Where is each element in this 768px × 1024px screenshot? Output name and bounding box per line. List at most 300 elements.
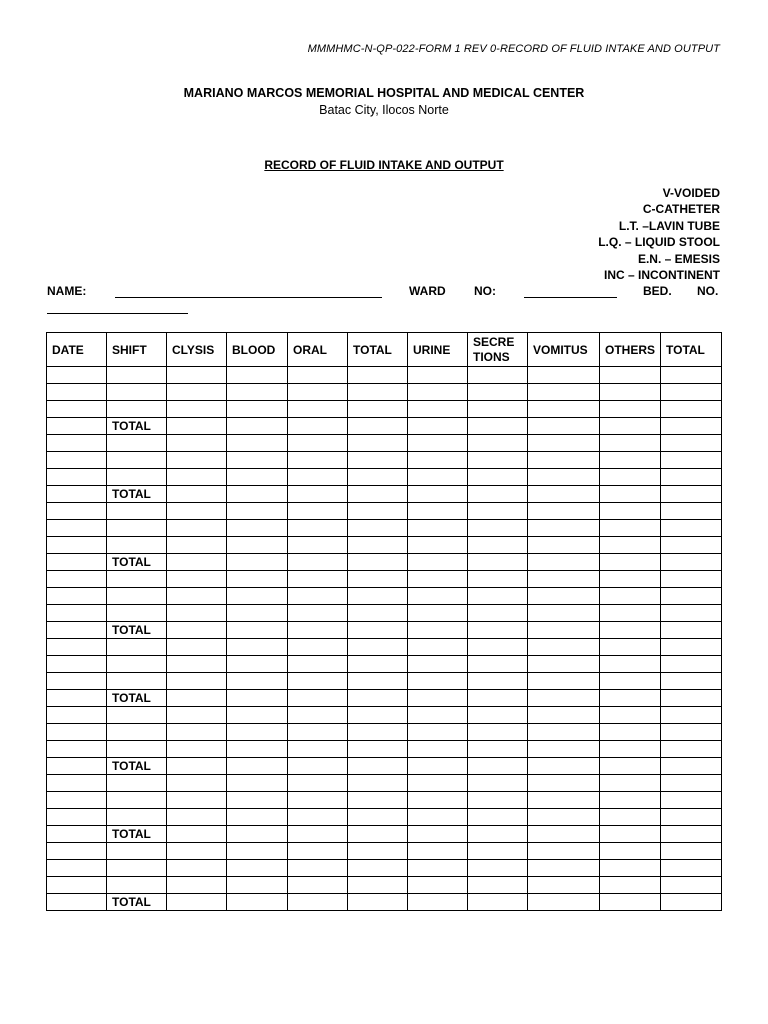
table-cell[interactable] — [528, 741, 600, 758]
table-cell[interactable] — [468, 639, 528, 656]
table-cell[interactable] — [348, 792, 408, 809]
table-cell[interactable] — [528, 588, 600, 605]
table-cell[interactable] — [600, 877, 661, 894]
table-cell[interactable] — [600, 571, 661, 588]
table-cell[interactable] — [661, 673, 722, 690]
table-cell[interactable] — [600, 384, 661, 401]
table-cell[interactable] — [107, 435, 167, 452]
table-cell[interactable] — [227, 469, 288, 486]
table-cell[interactable] — [600, 741, 661, 758]
table-cell[interactable] — [288, 673, 348, 690]
table-cell[interactable] — [468, 690, 528, 707]
table-cell[interactable] — [600, 860, 661, 877]
table-cell[interactable] — [468, 826, 528, 843]
table-cell[interactable] — [528, 758, 600, 775]
table-cell[interactable] — [47, 401, 107, 418]
table-cell[interactable] — [348, 707, 408, 724]
table-cell[interactable] — [107, 656, 167, 673]
table-cell[interactable] — [528, 367, 600, 384]
table-cell[interactable] — [107, 469, 167, 486]
table-cell[interactable] — [661, 775, 722, 792]
table-cell[interactable] — [408, 486, 468, 503]
name-field[interactable] — [115, 297, 382, 298]
table-cell[interactable] — [47, 486, 107, 503]
table-cell[interactable] — [47, 826, 107, 843]
table-cell[interactable] — [600, 690, 661, 707]
table-cell[interactable] — [528, 622, 600, 639]
table-cell[interactable] — [661, 486, 722, 503]
table-cell[interactable] — [600, 707, 661, 724]
table-cell[interactable] — [528, 707, 600, 724]
table-cell[interactable] — [661, 520, 722, 537]
table-cell[interactable] — [288, 826, 348, 843]
table-cell[interactable] — [348, 520, 408, 537]
table-cell[interactable] — [408, 877, 468, 894]
table-cell[interactable] — [288, 792, 348, 809]
table-cell[interactable] — [47, 605, 107, 622]
table-cell[interactable] — [348, 435, 408, 452]
table-cell[interactable] — [600, 673, 661, 690]
table-cell[interactable] — [227, 503, 288, 520]
table-cell[interactable] — [47, 843, 107, 860]
table-cell[interactable] — [468, 571, 528, 588]
table-cell[interactable] — [288, 469, 348, 486]
table-cell[interactable] — [47, 367, 107, 384]
table-cell[interactable] — [47, 537, 107, 554]
table-cell[interactable] — [468, 503, 528, 520]
table-cell[interactable] — [288, 690, 348, 707]
table-cell[interactable] — [288, 809, 348, 826]
table-cell[interactable] — [408, 860, 468, 877]
table-cell[interactable] — [288, 384, 348, 401]
table-cell[interactable] — [661, 707, 722, 724]
table-cell[interactable] — [600, 622, 661, 639]
table-cell[interactable] — [167, 826, 227, 843]
table-cell[interactable] — [47, 656, 107, 673]
table-cell[interactable] — [528, 520, 600, 537]
table-cell[interactable] — [348, 775, 408, 792]
table-cell[interactable] — [528, 877, 600, 894]
table-cell[interactable] — [600, 418, 661, 435]
table-cell[interactable] — [167, 707, 227, 724]
table-cell[interactable] — [227, 605, 288, 622]
table-cell[interactable] — [528, 809, 600, 826]
table-cell[interactable] — [408, 452, 468, 469]
table-cell[interactable] — [227, 894, 288, 911]
table-cell[interactable] — [227, 537, 288, 554]
table-cell[interactable] — [468, 741, 528, 758]
table-cell[interactable] — [47, 758, 107, 775]
table-cell[interactable] — [600, 554, 661, 571]
table-cell[interactable] — [227, 418, 288, 435]
table-cell[interactable] — [288, 452, 348, 469]
table-cell[interactable] — [468, 894, 528, 911]
table-cell[interactable] — [167, 741, 227, 758]
table-cell[interactable] — [528, 792, 600, 809]
table-cell[interactable] — [167, 690, 227, 707]
table-cell[interactable] — [348, 452, 408, 469]
table-cell[interactable] — [468, 605, 528, 622]
table-cell[interactable] — [348, 690, 408, 707]
table-cell[interactable] — [288, 843, 348, 860]
table-cell[interactable] — [661, 588, 722, 605]
table-cell[interactable] — [468, 401, 528, 418]
table-cell[interactable] — [227, 401, 288, 418]
table-cell[interactable] — [288, 775, 348, 792]
table-cell[interactable] — [661, 469, 722, 486]
table-cell[interactable] — [348, 503, 408, 520]
table-cell[interactable] — [107, 452, 167, 469]
table-cell[interactable] — [288, 418, 348, 435]
table-cell[interactable] — [167, 673, 227, 690]
table-cell[interactable] — [348, 418, 408, 435]
table-cell[interactable] — [107, 741, 167, 758]
table-cell[interactable] — [167, 384, 227, 401]
table-cell[interactable] — [348, 809, 408, 826]
table-cell[interactable] — [227, 367, 288, 384]
table-cell[interactable] — [167, 452, 227, 469]
table-cell[interactable] — [408, 622, 468, 639]
table-cell[interactable] — [468, 384, 528, 401]
table-cell[interactable] — [408, 809, 468, 826]
table-cell[interactable] — [661, 809, 722, 826]
table-cell[interactable] — [227, 656, 288, 673]
table-cell[interactable] — [661, 367, 722, 384]
table-cell[interactable] — [107, 367, 167, 384]
table-cell[interactable] — [348, 860, 408, 877]
table-cell[interactable] — [408, 571, 468, 588]
table-cell[interactable] — [661, 537, 722, 554]
table-cell[interactable] — [288, 877, 348, 894]
bed-no-field[interactable] — [47, 313, 188, 314]
table-cell[interactable] — [408, 707, 468, 724]
table-cell[interactable] — [661, 571, 722, 588]
table-cell[interactable] — [227, 673, 288, 690]
table-cell[interactable] — [348, 605, 408, 622]
table-cell[interactable] — [167, 622, 227, 639]
table-cell[interactable] — [47, 384, 107, 401]
table-cell[interactable] — [408, 775, 468, 792]
table-cell[interactable] — [227, 452, 288, 469]
table-cell[interactable] — [408, 401, 468, 418]
table-cell[interactable] — [227, 690, 288, 707]
table-cell[interactable] — [600, 452, 661, 469]
table-cell[interactable] — [408, 724, 468, 741]
table-cell[interactable] — [167, 775, 227, 792]
table-cell[interactable] — [661, 758, 722, 775]
table-cell[interactable] — [47, 707, 107, 724]
table-cell[interactable] — [107, 809, 167, 826]
table-cell[interactable] — [408, 520, 468, 537]
table-cell[interactable] — [227, 588, 288, 605]
table-cell[interactable] — [468, 537, 528, 554]
table-cell[interactable] — [227, 707, 288, 724]
table-cell[interactable] — [348, 486, 408, 503]
table-cell[interactable] — [227, 486, 288, 503]
table-cell[interactable] — [107, 792, 167, 809]
table-cell[interactable] — [408, 554, 468, 571]
table-cell[interactable] — [227, 622, 288, 639]
table-cell[interactable] — [167, 537, 227, 554]
table-cell[interactable] — [348, 741, 408, 758]
table-cell[interactable] — [661, 622, 722, 639]
table-cell[interactable] — [661, 435, 722, 452]
table-cell[interactable] — [47, 860, 107, 877]
table-cell[interactable] — [408, 656, 468, 673]
table-cell[interactable] — [661, 452, 722, 469]
table-cell[interactable] — [348, 554, 408, 571]
table-cell[interactable] — [468, 792, 528, 809]
table-cell[interactable] — [600, 469, 661, 486]
table-cell[interactable] — [600, 435, 661, 452]
table-cell[interactable] — [661, 741, 722, 758]
table-cell[interactable] — [47, 520, 107, 537]
table-cell[interactable] — [227, 843, 288, 860]
table-cell[interactable] — [227, 775, 288, 792]
table-cell[interactable] — [107, 537, 167, 554]
table-cell[interactable] — [661, 894, 722, 911]
table-cell[interactable] — [528, 469, 600, 486]
table-cell[interactable] — [468, 775, 528, 792]
table-cell[interactable] — [661, 724, 722, 741]
table-cell[interactable] — [408, 537, 468, 554]
table-cell[interactable] — [408, 367, 468, 384]
table-cell[interactable] — [288, 605, 348, 622]
table-cell[interactable] — [288, 367, 348, 384]
table-cell[interactable] — [227, 860, 288, 877]
table-cell[interactable] — [288, 537, 348, 554]
table-cell[interactable] — [47, 435, 107, 452]
table-cell[interactable] — [600, 367, 661, 384]
table-cell[interactable] — [167, 520, 227, 537]
table-cell[interactable] — [288, 758, 348, 775]
table-cell[interactable] — [600, 639, 661, 656]
table-cell[interactable] — [528, 826, 600, 843]
table-cell[interactable] — [288, 571, 348, 588]
table-cell[interactable] — [288, 894, 348, 911]
table-cell[interactable] — [600, 843, 661, 860]
table-cell[interactable] — [348, 622, 408, 639]
table-cell[interactable] — [227, 809, 288, 826]
table-cell[interactable] — [288, 435, 348, 452]
table-cell[interactable] — [408, 588, 468, 605]
table-cell[interactable] — [468, 673, 528, 690]
table-cell[interactable] — [288, 639, 348, 656]
table-cell[interactable] — [528, 571, 600, 588]
table-cell[interactable] — [408, 792, 468, 809]
table-cell[interactable] — [468, 724, 528, 741]
table-cell[interactable] — [167, 469, 227, 486]
table-cell[interactable] — [408, 503, 468, 520]
table-cell[interactable] — [468, 758, 528, 775]
table-cell[interactable] — [468, 860, 528, 877]
table-cell[interactable] — [468, 520, 528, 537]
table-cell[interactable] — [528, 401, 600, 418]
table-cell[interactable] — [167, 843, 227, 860]
table-cell[interactable] — [528, 860, 600, 877]
table-cell[interactable] — [661, 384, 722, 401]
table-cell[interactable] — [468, 452, 528, 469]
table-cell[interactable] — [661, 843, 722, 860]
table-cell[interactable] — [600, 401, 661, 418]
table-cell[interactable] — [661, 639, 722, 656]
table-cell[interactable] — [528, 673, 600, 690]
table-cell[interactable] — [408, 384, 468, 401]
table-cell[interactable] — [227, 877, 288, 894]
table-cell[interactable] — [227, 554, 288, 571]
table-cell[interactable] — [167, 758, 227, 775]
table-cell[interactable] — [227, 435, 288, 452]
table-cell[interactable] — [600, 656, 661, 673]
table-cell[interactable] — [107, 877, 167, 894]
table-cell[interactable] — [107, 401, 167, 418]
table-cell[interactable] — [468, 809, 528, 826]
table-cell[interactable] — [408, 894, 468, 911]
table-cell[interactable] — [107, 571, 167, 588]
table-cell[interactable] — [167, 435, 227, 452]
table-cell[interactable] — [47, 690, 107, 707]
table-cell[interactable] — [167, 860, 227, 877]
table-cell[interactable] — [661, 418, 722, 435]
table-cell[interactable] — [528, 554, 600, 571]
table-cell[interactable] — [107, 843, 167, 860]
table-cell[interactable] — [600, 775, 661, 792]
table-cell[interactable] — [408, 469, 468, 486]
table-cell[interactable] — [600, 520, 661, 537]
table-cell[interactable] — [348, 826, 408, 843]
table-cell[interactable] — [47, 894, 107, 911]
table-cell[interactable] — [107, 588, 167, 605]
table-cell[interactable] — [167, 792, 227, 809]
table-cell[interactable] — [348, 367, 408, 384]
table-cell[interactable] — [288, 554, 348, 571]
table-cell[interactable] — [47, 673, 107, 690]
table-cell[interactable] — [348, 588, 408, 605]
table-cell[interactable] — [661, 554, 722, 571]
table-cell[interactable] — [227, 724, 288, 741]
table-cell[interactable] — [107, 520, 167, 537]
table-cell[interactable] — [227, 384, 288, 401]
table-cell[interactable] — [468, 656, 528, 673]
table-cell[interactable] — [47, 775, 107, 792]
table-cell[interactable] — [408, 418, 468, 435]
table-cell[interactable] — [47, 877, 107, 894]
ward-no-field[interactable] — [524, 297, 617, 298]
table-cell[interactable] — [600, 809, 661, 826]
table-cell[interactable] — [107, 860, 167, 877]
table-cell[interactable] — [348, 894, 408, 911]
table-cell[interactable] — [348, 469, 408, 486]
table-cell[interactable] — [107, 673, 167, 690]
table-cell[interactable] — [167, 486, 227, 503]
table-cell[interactable] — [661, 877, 722, 894]
table-cell[interactable] — [288, 622, 348, 639]
table-cell[interactable] — [348, 724, 408, 741]
table-cell[interactable] — [528, 503, 600, 520]
table-cell[interactable] — [47, 554, 107, 571]
table-cell[interactable] — [348, 843, 408, 860]
table-cell[interactable] — [167, 639, 227, 656]
table-cell[interactable] — [348, 384, 408, 401]
table-cell[interactable] — [468, 486, 528, 503]
table-cell[interactable] — [600, 826, 661, 843]
table-cell[interactable] — [348, 401, 408, 418]
table-cell[interactable] — [408, 826, 468, 843]
table-cell[interactable] — [288, 707, 348, 724]
table-cell[interactable] — [47, 639, 107, 656]
table-cell[interactable] — [47, 809, 107, 826]
table-cell[interactable] — [47, 452, 107, 469]
table-cell[interactable] — [528, 639, 600, 656]
table-cell[interactable] — [47, 503, 107, 520]
table-cell[interactable] — [468, 367, 528, 384]
table-cell[interactable] — [107, 775, 167, 792]
table-cell[interactable] — [167, 877, 227, 894]
table-cell[interactable] — [468, 554, 528, 571]
table-cell[interactable] — [47, 571, 107, 588]
table-cell[interactable] — [600, 605, 661, 622]
table-cell[interactable] — [661, 826, 722, 843]
table-cell[interactable] — [600, 894, 661, 911]
table-cell[interactable] — [661, 503, 722, 520]
table-cell[interactable] — [47, 741, 107, 758]
table-cell[interactable] — [227, 741, 288, 758]
table-cell[interactable] — [468, 588, 528, 605]
table-cell[interactable] — [600, 537, 661, 554]
table-cell[interactable] — [227, 520, 288, 537]
table-cell[interactable] — [47, 792, 107, 809]
table-cell[interactable] — [661, 605, 722, 622]
table-cell[interactable] — [408, 690, 468, 707]
table-cell[interactable] — [348, 571, 408, 588]
table-cell[interactable] — [661, 401, 722, 418]
table-cell[interactable] — [468, 622, 528, 639]
table-cell[interactable] — [288, 503, 348, 520]
table-cell[interactable] — [227, 639, 288, 656]
table-cell[interactable] — [600, 503, 661, 520]
table-cell[interactable] — [408, 673, 468, 690]
table-cell[interactable] — [167, 656, 227, 673]
table-cell[interactable] — [288, 401, 348, 418]
table-cell[interactable] — [468, 469, 528, 486]
table-cell[interactable] — [107, 639, 167, 656]
table-cell[interactable] — [167, 367, 227, 384]
table-cell[interactable] — [107, 724, 167, 741]
table-cell[interactable] — [288, 486, 348, 503]
table-cell[interactable] — [107, 605, 167, 622]
table-cell[interactable] — [167, 605, 227, 622]
table-cell[interactable] — [107, 707, 167, 724]
table-cell[interactable] — [528, 894, 600, 911]
table-cell[interactable] — [167, 571, 227, 588]
table-cell[interactable] — [408, 758, 468, 775]
table-cell[interactable] — [600, 588, 661, 605]
table-cell[interactable] — [47, 622, 107, 639]
table-cell[interactable] — [348, 673, 408, 690]
table-cell[interactable] — [661, 860, 722, 877]
table-cell[interactable] — [600, 758, 661, 775]
table-cell[interactable] — [288, 656, 348, 673]
table-cell[interactable] — [348, 656, 408, 673]
table-cell[interactable] — [600, 724, 661, 741]
table-cell[interactable] — [468, 877, 528, 894]
table-cell[interactable] — [528, 605, 600, 622]
table-cell[interactable] — [408, 741, 468, 758]
table-cell[interactable] — [348, 877, 408, 894]
table-cell[interactable] — [528, 656, 600, 673]
table-cell[interactable] — [408, 605, 468, 622]
table-cell[interactable] — [288, 588, 348, 605]
